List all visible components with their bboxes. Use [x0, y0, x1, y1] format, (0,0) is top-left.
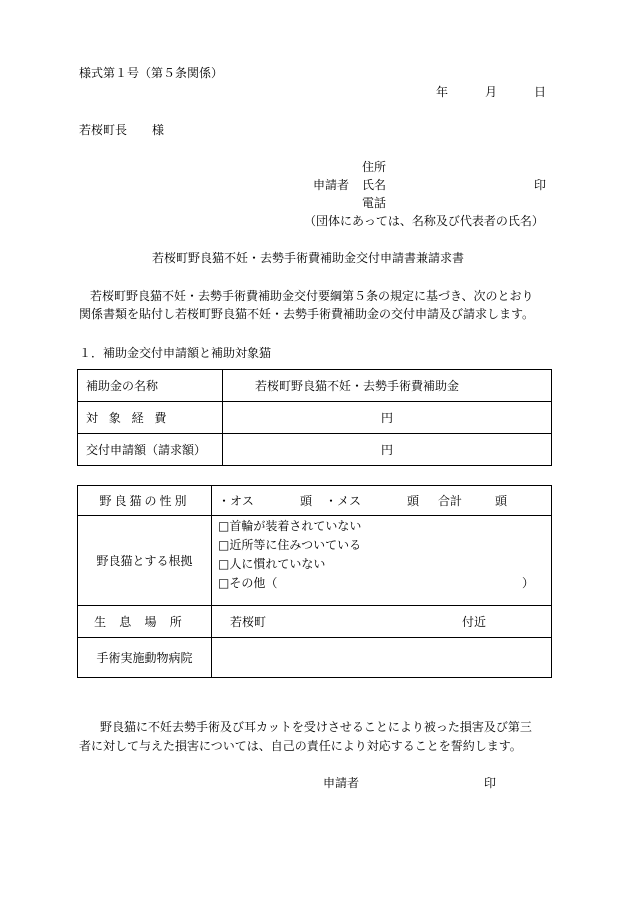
applicant-seal: 印 — [534, 178, 547, 192]
subsidy-name-value: 若桜町野良猫不妊・去勢手術費補助金 — [223, 370, 552, 402]
sex-male: ・オス — [218, 494, 254, 508]
habitat-near: 付近 — [462, 615, 487, 629]
section-1-heading: １．補助金交付申請額と補助対象猫 — [79, 346, 272, 360]
addressee-honorific: 様 — [152, 123, 165, 137]
intro-line-2: 関係書類を貼付し若桜町野良猫不妊・去勢手術費補助金の交付申請及び請求します。 — [79, 307, 535, 321]
target-expense-label: 対象経費 — [86, 411, 178, 425]
intro-line-1: 若桜町野良猫不妊・去勢手術費補助金交付要綱第５条の規定に基づき、次のとおり — [90, 289, 534, 303]
address-label: 住所 — [362, 160, 387, 174]
date-day-label: 日 — [534, 85, 547, 99]
basis-option-not-tame: □人に慣れていない — [218, 557, 326, 571]
target-cat-table — [77, 485, 552, 678]
footer-applicant-label: 申請者 — [323, 776, 360, 790]
phone-label: 電話 — [362, 196, 387, 210]
basis-option-other: □その他（ — [218, 576, 278, 590]
subsidy-amount-table — [77, 369, 552, 466]
applicant-label: 申請者 — [313, 178, 350, 192]
basis-option-other-close: ） — [522, 576, 535, 590]
target-expense-unit: 円 — [223, 402, 552, 434]
requested-amount-label: 交付申請額（請求額） — [78, 434, 223, 466]
hospital-label: 手術実施動物病院 — [78, 638, 212, 678]
basis-option-resident: □近所等に住みついている — [218, 538, 362, 552]
basis-option-collar: □首輪が装着されていない — [218, 519, 362, 533]
sex-female: ・メス — [325, 494, 362, 508]
name-label: 氏名 — [362, 178, 387, 192]
footer-seal: 印 — [484, 776, 497, 790]
document-title: 若桜町野良猫不妊・去勢手術費補助金交付申請書兼請求書 — [152, 251, 465, 265]
cat-sex-label: 野良猫の性別 — [99, 494, 190, 508]
sex-total: 合計 — [438, 494, 463, 508]
pledge-line-2: 者に対して与えた損害については、自己の責任により対応することを誓約します。 — [79, 739, 522, 753]
habitat-town: 若桜町 — [230, 615, 267, 629]
form-number: 様式第１号（第５条関係） — [79, 66, 224, 80]
sex-female-head: 頭 — [407, 494, 420, 508]
date-year-label: 年 — [436, 85, 449, 99]
habitat-label: 生息場所 — [94, 615, 195, 629]
sex-total-head: 頭 — [495, 494, 508, 508]
subsidy-name-label: 補助金の名称 — [78, 370, 223, 402]
addressee-name: 若桜町長 — [79, 123, 128, 137]
basis-label: 野良猫とする根拠 — [78, 516, 212, 606]
sex-male-head: 頭 — [300, 494, 313, 508]
requested-amount-unit: 円 — [223, 434, 552, 466]
group-note: （団体にあっては、名称及び代表者の氏名） — [304, 214, 544, 228]
pledge-line-1: 野良猫に不妊去勢手術及び耳カットを受けさせることにより被った損害及び第三 — [100, 720, 532, 734]
date-month-label: 月 — [485, 85, 498, 99]
hospital-value — [212, 638, 552, 678]
